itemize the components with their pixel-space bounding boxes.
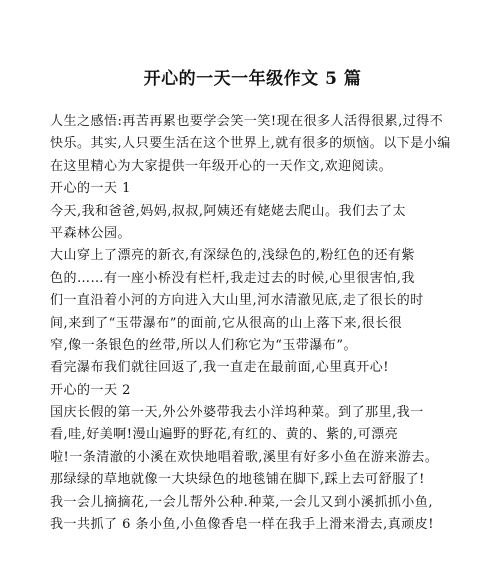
- paragraph-line: 那绿绿的草地就像一大块绿色的地毯铺在脚下,踩上去可舒服了!: [50, 472, 425, 488]
- section-heading: 开心的一天 1: [50, 181, 131, 197]
- article-body: [50, 111, 455, 536]
- paragraph-line: 窄,像一条银色的丝带,所以人们称它为“玉带瀑布”。: [50, 337, 358, 353]
- paragraph-line: 色的……有一座小桥没有栏杆,我走过去的时候,心里很害怕,我: [50, 270, 415, 286]
- paragraph-line: 看,哇,好美啊!漫山遍野的野花,有红的、黄的、紫的,可漂亮: [50, 427, 399, 443]
- paragraph-line: 在这里精心为大家提供一年级开心的一天作文,欢迎阅读。: [50, 158, 393, 174]
- article-title: 开心的一天一年级作文 5 篇: [143, 69, 362, 89]
- paragraph-line: 今天,我和爸爸,妈妈,叔叔,阿姨还有姥姥去爬山。我们去了太: [50, 203, 407, 219]
- paragraph-line: 我一会儿摘摘花,一会儿帮外公种.种菜,一会儿又到小溪抓抓小鱼,: [50, 494, 434, 510]
- paragraph-line: 国庆长假的第一天,外公外婆带我去小洋坞种菜。到了那里,我一: [50, 405, 424, 421]
- paragraph-line: 看完瀑布我们就往回返了,我一直走在最前面,心里真开心!: [50, 360, 389, 376]
- paragraph-line: 我一共抓了 6 条小鱼,小鱼像香皂一样在我手上滑来滑去,真顽皮!: [50, 517, 435, 533]
- paragraph-line: 间,来到了“玉带瀑布”的面前,它从很高的山上落下来,很长很: [50, 315, 403, 331]
- paragraph-line: 们一直沿着小河的方向进入大山里,河水清澈见底,走了很长的时: [50, 293, 424, 309]
- paragraph-line: 啦!一条清澈的小溪在欢快地唱着歌,溪里有好多小鱼在游来游去。: [50, 449, 439, 465]
- section-heading: 开心的一天 2: [50, 382, 131, 398]
- paragraph-line: 快乐。其实,人只要生活在这个世界上,就有很多的烦恼。以下是小编: [50, 136, 451, 152]
- paragraph-line: 人生之感悟:再苦再累也要学会笑一笑!现在很多人活得很累,过得不: [50, 114, 444, 129]
- paragraph-line: 大山穿上了漂亮的新衣,有深绿色的,浅绿色的,粉红色的还有紫: [50, 248, 415, 264]
- paragraph-line: 平森林公园。: [50, 225, 132, 241]
